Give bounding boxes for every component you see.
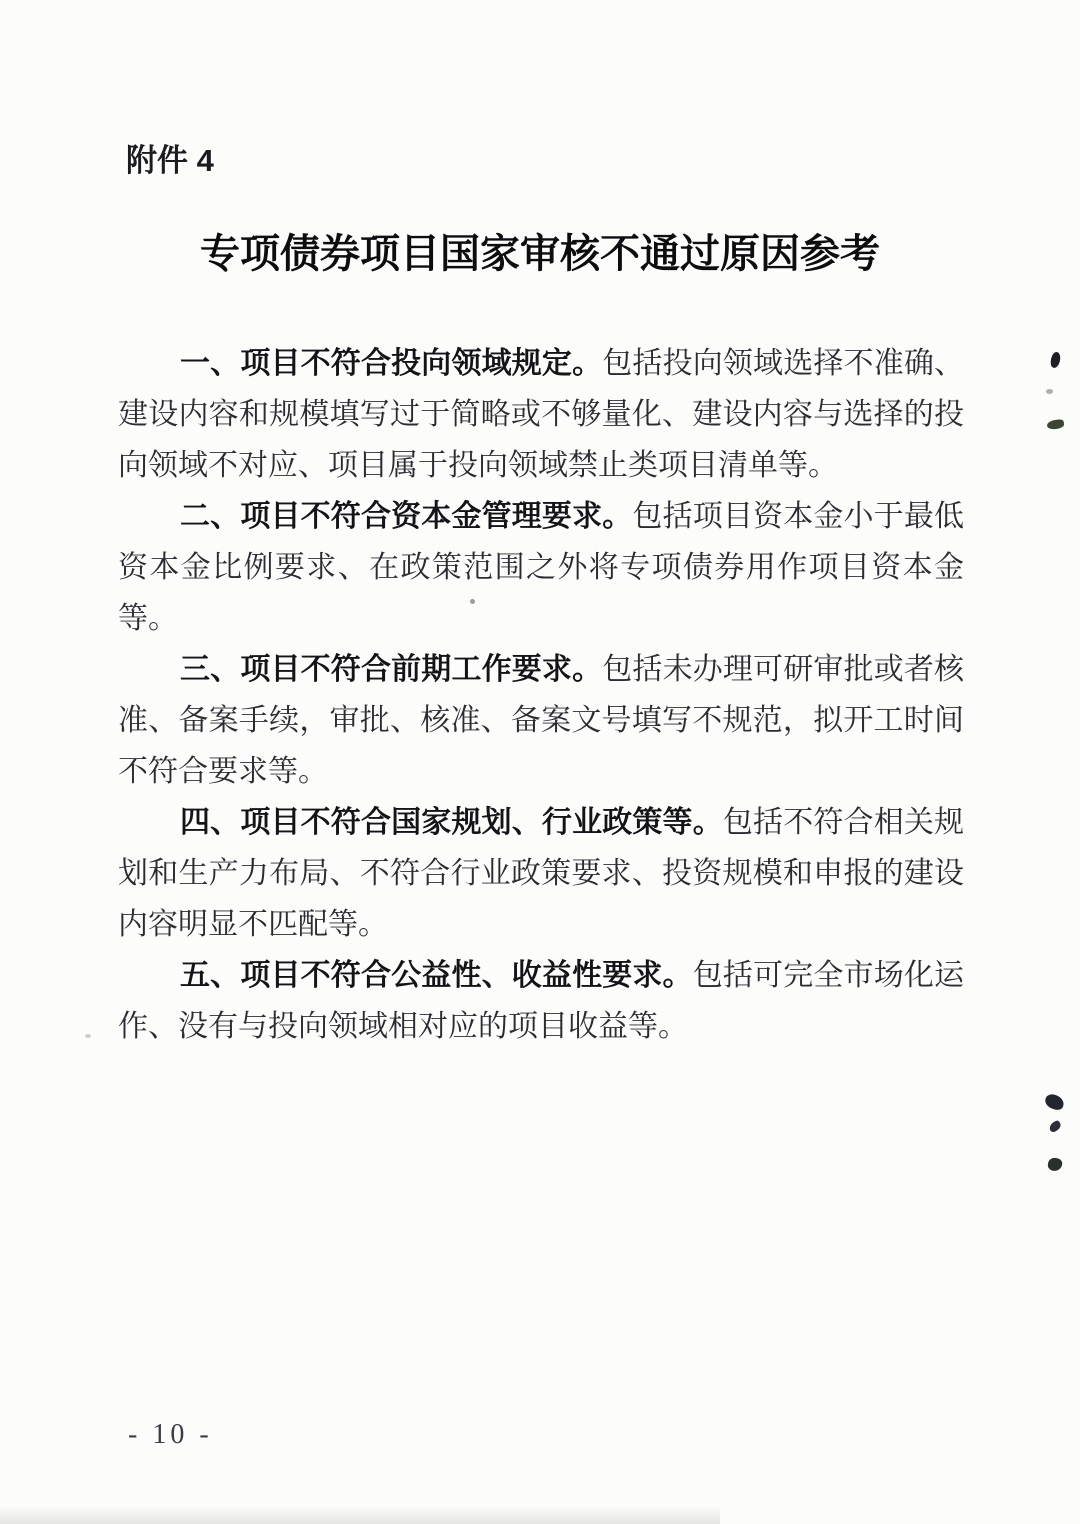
paragraph-3-heading: 三、项目不符合前期工作要求。 [180,653,603,686]
ink-smudge [1048,1120,1063,1134]
paragraph-2-line-1 [118,491,964,542]
ink-smudge [1049,351,1062,369]
paragraph-1-line-1 [118,338,964,389]
paragraph-3-line-2: 准、备案手续，审批、核准、备案文号填写不规范，拟开工时间 [118,704,964,737]
paragraph-5-text: 包括可完全市场化运 [692,959,965,992]
paragraph-1-line-3: 向领域不对应、项目属于投向领域禁止类项目清单等。 [118,449,838,482]
paragraph-5-line-1 [118,950,964,1001]
paragraph-4-text: 包括不符合相关规 [722,806,965,839]
ink-smudge [1046,389,1053,394]
document-title: 专项债券项目国家审核不通过原因参考 [200,231,880,276]
ink-smudge [1043,1092,1065,1111]
paragraph-5-line-2: 作、没有与投向领域相对应的项目收益等。 [118,1010,688,1043]
paragraph-1-line-2: 建设内容和规模填写过于简略或不够量化、建设内容与选择的投 [118,398,964,431]
document-body [118,338,964,1052]
paragraph-2-line-3: 等。 [118,602,178,635]
paragraph-1-text: 包括投向领域选择不准确、 [602,347,965,380]
paragraph-3-line-1 [118,644,964,695]
ink-smudge [1047,1157,1063,1172]
paragraph-3-line-3: 不符合要求等。 [118,755,328,788]
ink-smudge [1046,419,1064,431]
attachment-label: 附件 4 [126,143,214,178]
paragraph-2-line-2: 资本金比例要求、在政策范围之外将专项债券用作项目资本金 [118,551,964,584]
paragraph-1-heading: 一、项目不符合投向领域规定。 [180,347,603,380]
paragraph-4-line-3: 内容明显不匹配等。 [118,908,388,941]
ink-dot [85,1034,91,1038]
paragraph-4-heading: 四、项目不符合国家规划、行业政策等。 [180,806,723,839]
scan-edge-shadow [0,1506,720,1524]
paragraph-4-line-2: 划和生产力布局、不符合行业政策要求、投资规模和申报的建设 [118,857,964,890]
paragraph-2-text: 包括项目资本金小于最低 [632,500,965,533]
paragraph-3-text: 包括未办理可研审批或者核 [602,653,965,686]
page-number: - 10 - [128,1419,213,1450]
paragraph-4-line-1 [118,797,964,848]
paragraph-2-heading: 二、项目不符合资本金管理要求。 [180,500,633,533]
paragraph-5-heading: 五、项目不符合公益性、收益性要求。 [180,959,693,992]
